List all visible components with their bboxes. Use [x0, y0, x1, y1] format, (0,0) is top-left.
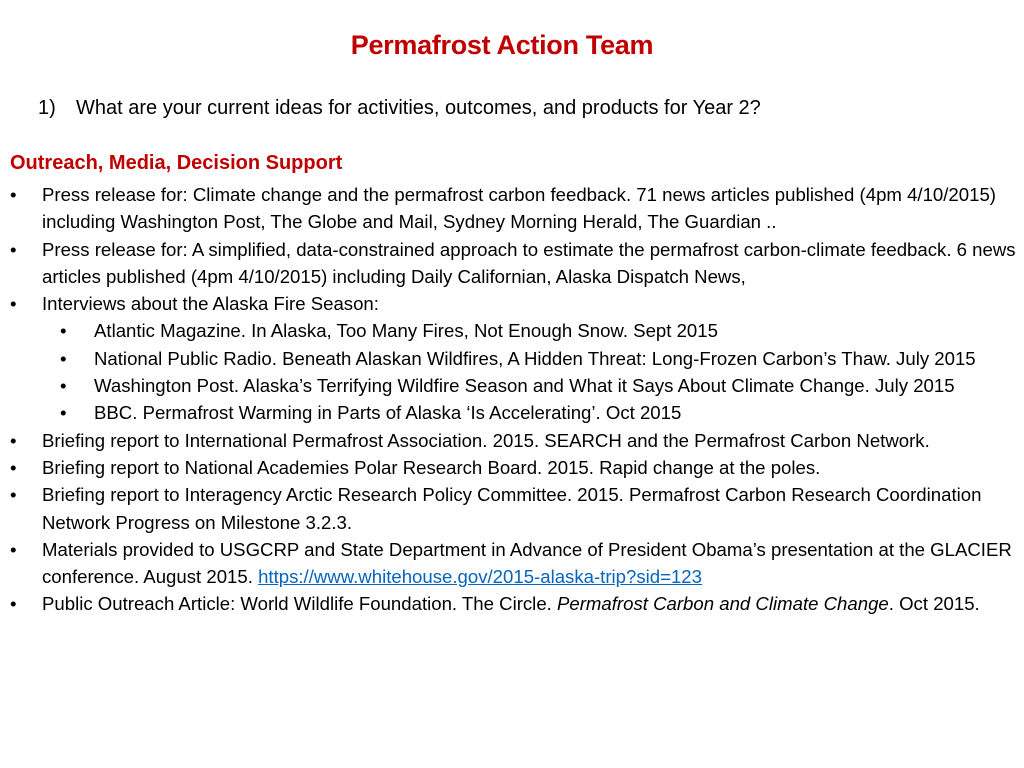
- list-item-text: Press release for: A simplified, data-constrained approach to estimate the permafrost carbon-climate feedback. 6 news articles published (4pm 4/10/2015) including Daily Californian, Alaska Dispatch News,: [42, 238, 1016, 287]
- list-item-text: Press release for: Climate change and the permafrost carbon feedback. 71 news articles published (4pm 4/10/2015) including Washington Post, The Globe and Mail, Sydney Morning Herald, The Guardian ..: [42, 184, 996, 233]
- question-text: What are your current ideas for activities, outcomes, and products for Year 2?: [76, 97, 761, 119]
- whitehouse-link[interactable]: https://www.whitehouse.gov/2015-alaska-trip?sid=123: [258, 566, 702, 588]
- list-item-text: Briefing report to Interagency Arctic Research Policy Committee. 2015. Permafrost Carbon Research Coordination Network Progress on Milestone 3.2.3.: [42, 484, 982, 533]
- list-item-text: Public Outreach Article: World Wildlife Foundation. The Circle.: [42, 593, 552, 615]
- sub-list-item: [10, 372, 1020, 399]
- article-title: Permafrost Carbon and Climate Change: [557, 593, 889, 615]
- list-item-text: Interviews about the Alaska Fire Season:: [42, 293, 379, 315]
- sub-list-item: [10, 345, 1020, 372]
- question: [38, 97, 761, 120]
- bullet-icon: •: [10, 456, 17, 478]
- bullet-icon: •: [10, 538, 17, 560]
- list-item: [10, 481, 1020, 536]
- list-item-text: BBC. Permafrost Warming in Parts of Alaska ‘Is Accelerating’. Oct 2015: [94, 402, 682, 424]
- bullet-icon: •: [60, 402, 67, 424]
- bullet-icon: •: [10, 429, 17, 451]
- bullet-icon: •: [10, 593, 17, 615]
- list-item: [10, 181, 1020, 236]
- list-item: [10, 454, 1020, 481]
- sub-list-item: [10, 317, 1020, 344]
- bullet-icon: •: [10, 238, 17, 260]
- section-heading: Outreach, Media, Decision Support: [10, 152, 343, 174]
- list-item-text: Briefing report to International Permafrost Association. 2015. SEARCH and the Permafrost Carbon Network.: [42, 429, 930, 451]
- sub-list-item: [10, 399, 1020, 426]
- list-item: [10, 427, 1020, 454]
- list-item-text: Briefing report to National Academies Polar Research Board. 2015. Rapid change at the poles.: [42, 456, 821, 478]
- list-item-text: Washington Post. Alaska’s Terrifying Wildfire Season and What it Says About Climate Change. July 2015: [94, 375, 955, 397]
- slide-title: Permafrost Action Team: [350, 30, 654, 60]
- list-item-text-end: . Oct 2015.: [888, 593, 980, 615]
- bullet-icon: •: [10, 293, 17, 315]
- list-item: [10, 590, 1020, 617]
- bullet-list: [10, 181, 1020, 618]
- list-item-text: National Public Radio. Beneath Alaskan Wildfires, A Hidden Threat: Long-Frozen Carbon’s Thaw. July 2015: [94, 347, 976, 369]
- bullet-icon: •: [60, 375, 67, 397]
- list-item: [10, 290, 1020, 317]
- list-item: [10, 536, 1020, 591]
- list-item: [10, 236, 1020, 291]
- bullet-icon: •: [10, 184, 17, 205]
- question-number: 1): [38, 97, 56, 119]
- bullet-icon: •: [10, 484, 17, 506]
- bullet-icon: •: [60, 347, 67, 369]
- list-item-text: Materials provided to USGCRP and State Department in Advance of President Obama’s presentation at the GLACIER conference. August 2015.: [42, 538, 1012, 588]
- list-item-text: Atlantic Magazine. In Alaska, Too Many Fires, Not Enough Snow. Sept 2015: [94, 320, 718, 342]
- bullet-icon: •: [60, 320, 67, 342]
